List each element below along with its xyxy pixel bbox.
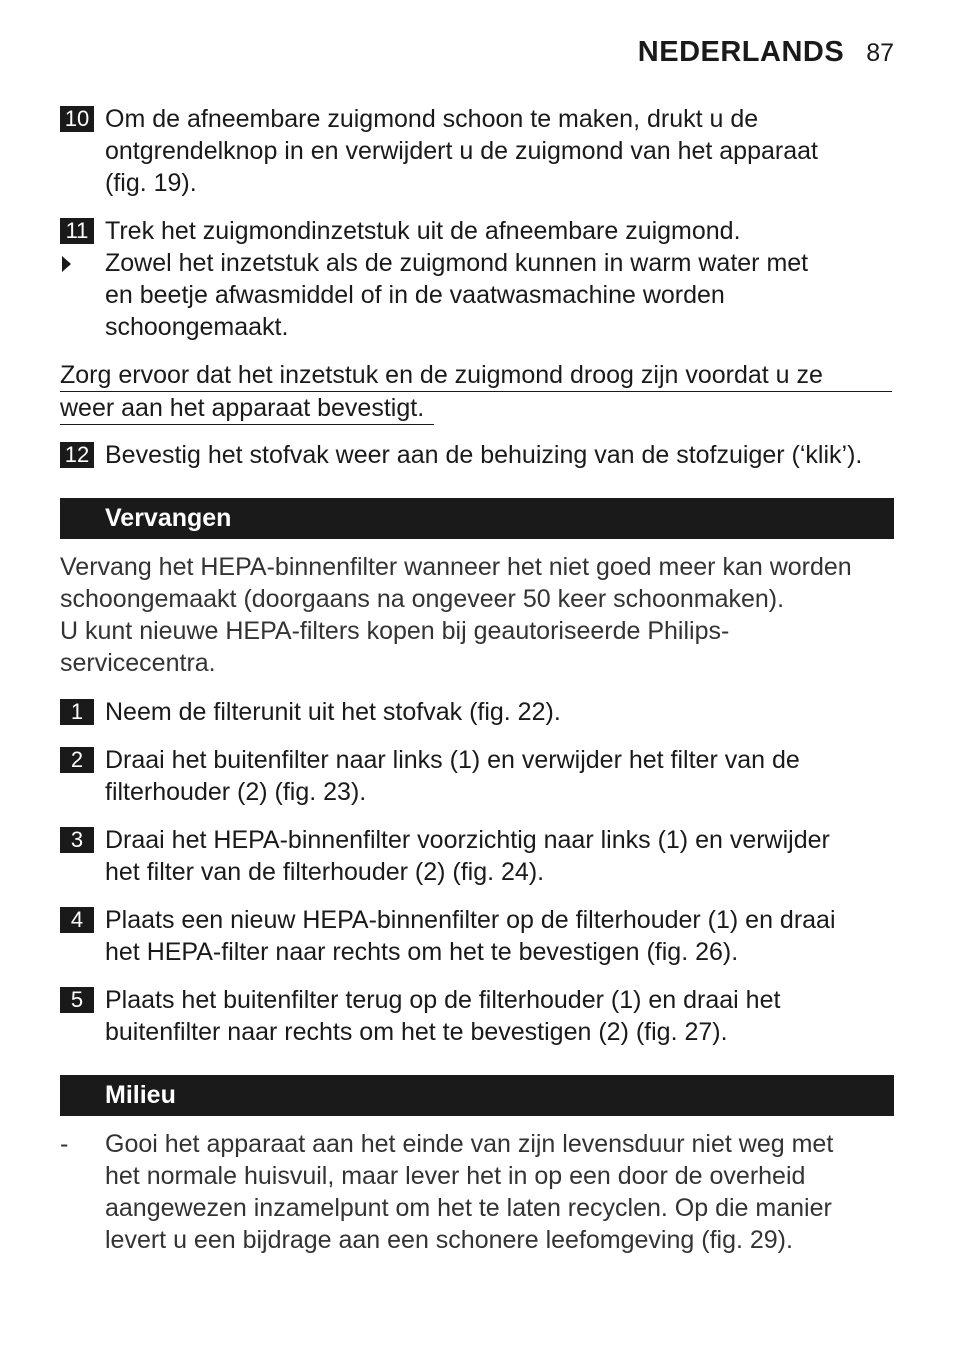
language-heading: NEDERLANDS [637, 36, 845, 68]
step-text-line: het filter van de filterhouder (2) (fig. 24). [105, 858, 545, 886]
section-title: Vervangen [105, 504, 232, 532]
intro-paragraph [60, 551, 894, 679]
step-number-badge: 10 [60, 106, 94, 132]
step-number-badge: 3 [60, 827, 94, 853]
paragraph-line: servicecentra. [60, 649, 216, 677]
page-number: 87 [866, 39, 894, 67]
paragraph-line: aangewezen inzamelpunt om het te laten recyclen. Op die manier [105, 1194, 832, 1222]
paragraph-line: het normale huisvuil, maar lever het in op een door de overheid [105, 1162, 806, 1190]
step-text-line: Draai het buitenfilter naar links (1) en verwijder het filter van de [105, 746, 800, 774]
step-3 [60, 824, 894, 888]
warning-note [60, 359, 894, 425]
bullet-text-line: en beetje afwasmiddel of in de vaatwasmachine worden [105, 281, 725, 309]
step-text-line: Neem de filterunit uit het stofvak (fig. 22). [105, 698, 561, 726]
paragraph-line: Vervang het HEPA-binnenfilter wanneer het niet goed meer kan worden [60, 553, 852, 581]
step-2 [60, 744, 894, 808]
step-text-line: filterhouder (2) (fig. 23). [105, 778, 367, 806]
section-title: Milieu [105, 1081, 176, 1109]
warning-line: Zorg ervoor dat het inzetstuk en de zuigmond droog zijn voordat u ze [60, 359, 892, 392]
step-4 [60, 904, 894, 968]
section-heading-milieu [60, 1075, 894, 1116]
step-text-line: ontgrendelknop in en verwijdert u de zuigmond van het apparaat [105, 137, 818, 165]
paragraph-line: levert u een bijdrage aan een schonere leefomgeving (fig. 29). [105, 1226, 793, 1254]
step-number-badge: 2 [60, 747, 94, 773]
step-number-badge: 4 [60, 907, 94, 933]
step-text-line: Om de afneembare zuigmond schoon te maken, drukt u de [105, 105, 759, 133]
step-12 [60, 439, 894, 471]
page-header [638, 36, 894, 69]
bullet-triangle-icon [62, 256, 71, 272]
environment-note [60, 1128, 894, 1256]
paragraph-line: Gooi het apparaat aan het einde van zijn levensduur niet weg met [105, 1130, 834, 1158]
bullet-text-line: schoongemaakt. [105, 313, 289, 341]
dash-bullet: - [60, 1130, 69, 1158]
step-10 [60, 103, 894, 199]
warning-line: weer aan het apparaat bevestigt. [60, 392, 434, 425]
step-5 [60, 984, 894, 1048]
step-text-line: Draai het HEPA-binnenfilter voorzichtig naar links (1) en verwijder [105, 826, 830, 854]
paragraph-line: U kunt nieuwe HEPA-filters kopen bij geautoriseerde Philips- [60, 617, 730, 645]
step-text-line: Bevestig het stofvak weer aan de behuizing van de stofzuiger (‘klik’). [105, 441, 863, 469]
step-number-badge: 11 [60, 218, 94, 244]
step-text-line: het HEPA-filter naar rechts om het te bevestigen (fig. 26). [105, 938, 739, 966]
step-text-line: Plaats het buitenfilter terug op de filterhouder (1) en draai het [105, 986, 781, 1014]
step-text-line: buitenfilter naar rechts om het te bevestigen (2) (fig. 27). [105, 1018, 728, 1046]
bullet-note [60, 247, 894, 343]
step-number-badge: 1 [60, 699, 94, 725]
step-text-line: (fig. 19). [105, 169, 197, 197]
step-number-badge: 12 [60, 442, 94, 468]
step-1 [60, 696, 894, 728]
step-number-badge: 5 [60, 987, 94, 1013]
bullet-text-line: Zowel het inzetstuk als de zuigmond kunnen in warm water met [105, 249, 809, 277]
step-text-line: Plaats een nieuw HEPA-binnenfilter op de filterhouder (1) en draai [105, 906, 836, 934]
paragraph-line: schoongemaakt (doorgaans na ongeveer 50 keer schoonmaken). [60, 585, 785, 613]
section-heading-vervangen [60, 498, 894, 539]
step-text-line: Trek het zuigmondinzetstuk uit de afneembare zuigmond. [105, 217, 741, 245]
step-11 [60, 215, 894, 247]
